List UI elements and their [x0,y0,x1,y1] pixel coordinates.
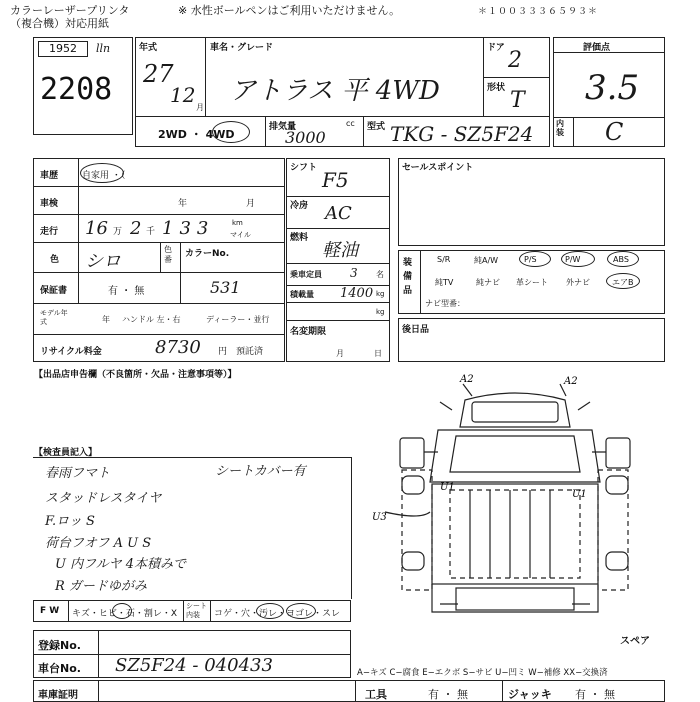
mileage-sen-value: 2 [130,218,142,239]
equip-airbag-circle [606,273,640,289]
cc-label: cc [346,119,355,128]
seat-label: シート内装 [186,602,207,619]
fw-label: F W [40,606,60,616]
note-line: U 内フルヤ 4本積みで [55,557,186,572]
fw-stone-circle [112,603,132,619]
serial-number: ＊１００３３３６５９３＊ [478,7,599,17]
jack-options: 有 ・ 無 [575,688,615,701]
jack-label: ジャッキ [508,688,552,701]
post-install-label: 後日品 [402,325,430,335]
door-label: ドア [487,43,505,53]
info-table [33,158,285,362]
vehicle-diagram [360,372,670,632]
capacity-value: 3 [350,266,358,280]
interior-value: C [605,118,624,146]
lot-corner: lln [96,42,111,55]
shape-value: T [510,88,525,113]
dealer-label: ディーラー・並行 [206,315,270,324]
equip-ps-circle [519,251,551,267]
handle-label: ハンドル 左・右 [122,315,181,324]
equip-abs-circle [607,251,639,267]
displacement-value: 3000 [285,128,326,147]
sen-label: 千 [146,227,156,237]
capacity-label: 乗車定員 [290,270,322,279]
load-label: 積載量 [290,290,314,299]
equip-item: P/W [565,255,581,264]
reg-month-label: 月 [336,349,344,358]
recycle-value: 8730 [155,337,201,358]
lot-number: 2208 [40,72,113,107]
inspection-month-unit: 月 [246,199,256,209]
chassis-value: SZ5F24 - 040433 [115,655,273,676]
exhibitor-report-label: 【出品店申告欄（不良箇所・欠品・注意事項等）】 [34,370,237,380]
color-no-value: 531 [210,278,241,297]
printer-sub: （複合機）対応用紙 [10,17,109,30]
registration-exp-label: 名変期限 [290,327,327,337]
displacement-label: 排気量 [269,122,297,132]
yen-label: 円 [218,347,228,357]
load-value: 1400 [340,286,374,301]
note-line: 荷台フオフ A U S [45,536,152,551]
lot-tag: 1952 [38,41,88,57]
note-line: スタッドレスタイヤ [45,491,162,506]
seat-dirt-circle [286,603,316,619]
equip-item: ABS [613,255,629,264]
equip-item: P/S [524,255,537,264]
type-label: 型式 [367,122,386,132]
drive-label: 2WD ・ 4WD [158,128,235,141]
history-label: 車歴 [40,171,59,181]
model-year-label: モデル年式 [40,309,68,326]
mileage-rest-value: 133 [162,218,215,239]
history-selected-circle [80,163,124,183]
equip-item: S/R [437,255,451,264]
shape-label: 形状 [487,83,506,93]
model-code-value: TKG - SZ5F24 [390,122,534,146]
bottom-row [33,680,665,702]
diag-u1-right: U1 [572,489,587,500]
seat-options: コゲ・穴・汚レ・ヨゴレ・スレ [214,609,341,619]
equip-item: 純TV [435,278,454,287]
interior-label: 内装 [556,119,564,137]
mile-label: マイル [230,231,251,239]
door-value: 2 [508,48,522,73]
note-line: F.ロッ S [45,514,95,529]
month-label: 月 [196,103,204,112]
diag-a2-left: A2 [460,374,474,385]
man-label: 万 [113,227,123,237]
mileage-label: 走行 [40,227,59,237]
chassis-no-label: 車台No. [38,662,81,675]
km-label: km [232,219,243,227]
warranty-label: 保証書 [40,286,68,296]
equip-item: 純A/W [474,256,499,265]
reg-day-label: 日 [374,349,382,358]
color-no-box-label: 色番 [164,245,172,264]
tools-label: 工具 [365,688,387,701]
note-line: 春雨フマト [45,466,111,481]
score-label: 評価点 [583,43,611,53]
vehicle-cert-label: 車庫証明 [38,690,78,701]
color-label: 色 [50,255,60,265]
color-value: シロ [85,251,121,272]
printer-line: カラーレーザープリンタ [10,4,130,17]
model-value: アトラス 平 4WD [230,76,440,106]
deposit-label: 預託済 [236,347,264,357]
equip-item: 純ナビ [476,278,500,287]
mileage-man-value: 16 [85,218,108,239]
year-label: 年式 [139,43,158,53]
post-install-box [398,318,665,362]
diag-u1-left: U1 [440,482,455,493]
diag-u3: U3 [372,512,387,523]
note-right: シートカバー有 [215,464,306,479]
inspector-notes-label: 【検査員記入】 [34,448,98,458]
sales-point-label: セールスポイント [402,163,474,173]
seat-stain-circle [256,603,284,619]
nav-label: ナビ型番： [425,299,465,308]
tools-options: 有 ・ 無 [428,688,468,701]
equip-pw-circle [561,251,595,267]
color-no-label: カラーNo. [185,249,230,259]
shift-label: シフト [290,163,318,173]
year-value: 27 [143,60,174,88]
model-label: 車名・グレード [210,43,274,53]
kg-label: kg [376,290,385,298]
damage-legend: A−キズ C−腐食 E−エクボ S−サビ U−凹ミ W−補修 XX−交換済 [357,668,608,678]
aircon-label: 冷房 [290,201,309,211]
registration-no-label: 登録No. [38,639,81,652]
equip-item: 革シート [516,278,548,287]
diag-a2-right: A2 [564,376,578,387]
recycle-label: リサイクル料金 [40,347,102,357]
month-value: 12 [170,83,196,107]
inspection-label: 車検 [40,199,59,209]
persons-label: 名 [376,270,384,279]
fuel-label: 燃料 [290,233,309,243]
warranty-options: 有 ・ 無 [108,286,145,297]
fuel-value: 軽油 [322,240,358,261]
shift-value: F5 [322,168,349,192]
note-line: R ガードゆがみ [55,579,147,594]
fw-options: キズ・ヒビ・石・割レ・X [72,609,177,619]
history-options: 自家用 ・（ [82,171,126,181]
spare-label: スペア [620,636,650,647]
equip-item: エアB [612,278,634,287]
aircon-value: AC [325,203,352,224]
equipment-label: 装備品 [403,258,413,296]
model-year-unit: 年 [102,315,110,324]
score-value: 3.5 [585,68,640,108]
drive-4wd-circle [212,121,250,143]
equip-item: 外ナビ [566,278,590,287]
inspection-year-unit: 年 [178,199,188,209]
kg-label-2: kg [376,308,385,316]
header-note: ※ 水性ボールペンはご利用いただけません。 [178,4,401,17]
